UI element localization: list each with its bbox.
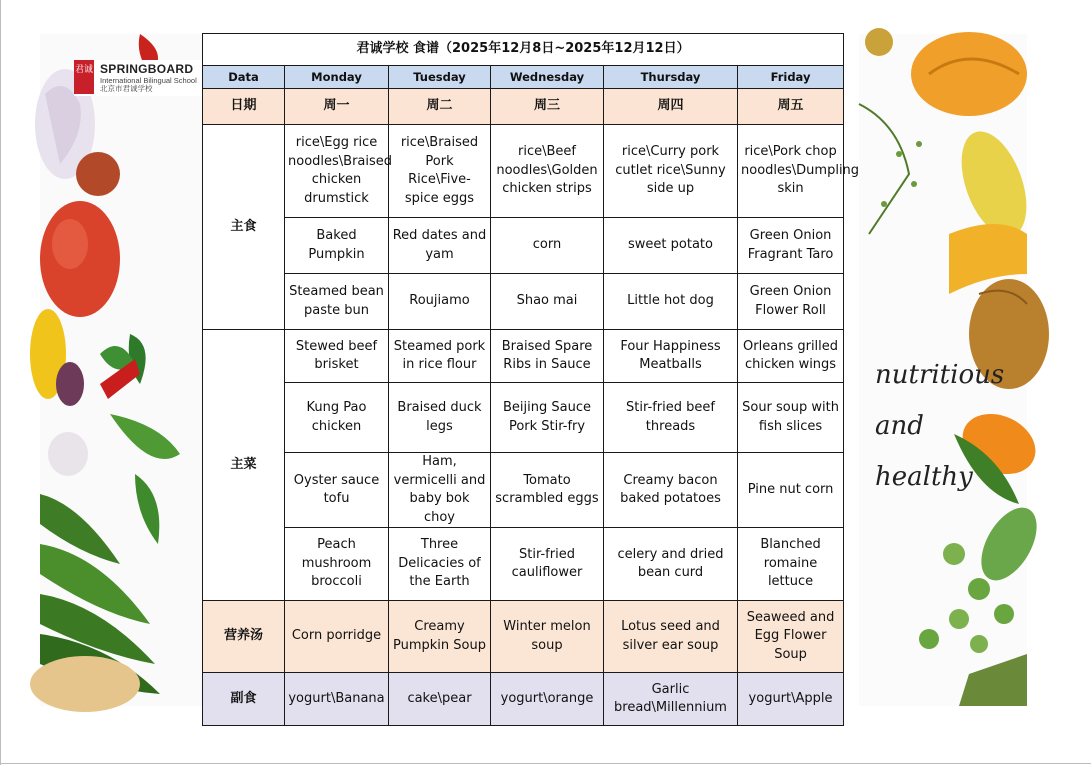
menu-cell: Orleans grilled chicken wings — [738, 330, 844, 383]
menu-cell: Braised duck legs — [389, 383, 491, 453]
menu-cell: yogurt\Apple — [738, 673, 844, 726]
menu-cell: Beijing Sauce Pork Stir-fry — [491, 383, 604, 453]
menu-cell: Four Happiness Meatballs — [604, 330, 738, 383]
menu-title: 君诚学校 食谱（2025年12月8日~2025年12月12日） — [203, 34, 844, 66]
menu-cell: Creamy Pumpkin Soup — [389, 601, 491, 673]
menu-cell: Stewed beef brisket — [285, 330, 389, 383]
school-subtitle-en: International Bilingual School — [100, 76, 197, 85]
header-row — [203, 66, 844, 89]
slogan-line-1: nutritious — [875, 360, 1005, 390]
cn-day-tue: 周二 — [389, 89, 491, 125]
menu-cell: Steamed bean paste bun — [285, 274, 389, 330]
logo-mark-text: 君诚 — [74, 65, 93, 75]
cn-day-fri: 周五 — [738, 89, 844, 125]
menu-cell: yogurt\orange — [491, 673, 604, 726]
header-data: Data — [203, 66, 285, 89]
header-thursday: Thursday — [604, 66, 738, 89]
staple-row-1 — [203, 125, 844, 218]
menu-cell: Stir-fried beef threads — [604, 383, 738, 453]
side-row — [203, 673, 844, 726]
header-tuesday: Tuesday — [389, 66, 491, 89]
menu-cell: Creamy bacon baked potatoes — [604, 453, 738, 528]
menu-cell: rice\Pork chop noodles\Dumpling skin — [738, 125, 844, 218]
menu-cell: Winter melon soup — [491, 601, 604, 673]
page-border-left — [0, 0, 1, 765]
menu-cell: Red dates and yam — [389, 218, 491, 274]
header-wednesday: Wednesday — [491, 66, 604, 89]
menu-cell: corn — [491, 218, 604, 274]
page-border-bottom — [0, 763, 1091, 764]
slogan-line-2: and — [875, 411, 924, 441]
school-logo-mark — [74, 60, 94, 94]
menu-title-row — [203, 34, 844, 66]
main-dish-category: 主菜 — [203, 330, 285, 601]
side-category: 副食 — [203, 673, 285, 726]
main-row-1 — [203, 330, 844, 383]
main-row-3 — [203, 453, 844, 528]
menu-cell: cake\pear — [389, 673, 491, 726]
staple-row-3 — [203, 274, 844, 330]
menu-cell: Baked Pumpkin — [285, 218, 389, 274]
left-vegetable-decoration — [40, 34, 202, 706]
menu-cell: Oyster sauce tofu — [285, 453, 389, 528]
soup-row — [203, 601, 844, 673]
chinese-day-row — [203, 89, 844, 125]
menu-cell: Roujiamo — [389, 274, 491, 330]
menu-cell: rice\Egg rice noodles\Braised chicken drumstick — [285, 125, 389, 218]
school-name: SPRINGBOARD — [100, 62, 194, 76]
menu-cell: Lotus seed and silver ear soup — [604, 601, 738, 673]
main-row-2 — [203, 383, 844, 453]
cn-date-label: 日期 — [203, 89, 285, 125]
menu-cell: Sour soup with fish slices — [738, 383, 844, 453]
menu-cell: rice\Braised Pork Rice\Five-spice eggs — [389, 125, 491, 218]
menu-cell: Peach mushroom broccoli — [285, 528, 389, 601]
menu-cell: Shao mai — [491, 274, 604, 330]
slogan-line-3: healthy — [875, 462, 973, 492]
menu-cell: Braised Spare Ribs in Sauce — [491, 330, 604, 383]
menu-cell: Steamed pork in rice flour — [389, 330, 491, 383]
header-monday: Monday — [285, 66, 389, 89]
menu-cell: Kung Pao chicken — [285, 383, 389, 453]
staple-category: 主食 — [203, 125, 285, 330]
school-subtitle — [100, 77, 197, 93]
staple-row-2 — [203, 218, 844, 274]
menu-cell: Pine nut corn — [738, 453, 844, 528]
menu-cell: Tomato scrambled eggs — [491, 453, 604, 528]
cn-day-wed: 周三 — [491, 89, 604, 125]
school-subtitle-cn: 北京市君诚学校 — [100, 84, 153, 93]
menu-cell: Three Delicacies of the Earth — [389, 528, 491, 601]
menu-cell: rice\Beef noodles\Golden chicken strips — [491, 125, 604, 218]
main-row-4 — [203, 528, 844, 601]
menu-cell: Stir-fried cauliflower — [491, 528, 604, 601]
cn-day-mon: 周一 — [285, 89, 389, 125]
menu-cell: Corn porridge — [285, 601, 389, 673]
menu-cell: Blanched romaine lettuce — [738, 528, 844, 601]
menu-cell: celery and dried bean curd — [604, 528, 738, 601]
weekly-menu-table — [202, 33, 860, 726]
school-logo — [74, 60, 202, 96]
header-friday: Friday — [738, 66, 844, 89]
slogan — [875, 350, 1004, 503]
menu-cell: rice\Curry pork cutlet rice\Sunny side up — [604, 125, 738, 218]
vegetables-left-image — [40, 34, 202, 706]
menu-cell: Garlic bread\Millennium — [604, 673, 738, 726]
menu-cell: Green Onion Fragrant Taro — [738, 218, 844, 274]
menu-cell: sweet potato — [604, 218, 738, 274]
cn-day-thu: 周四 — [604, 89, 738, 125]
menu-cell: Seaweed and Egg Flower Soup — [738, 601, 844, 673]
menu-cell: yogurt\Banana — [285, 673, 389, 726]
menu-cell: Green Onion Flower Roll — [738, 274, 844, 330]
menu-cell: Ham, vermicelli and baby bok choy — [389, 453, 491, 528]
soup-category: 营养汤 — [203, 601, 285, 673]
menu-cell: Little hot dog — [604, 274, 738, 330]
